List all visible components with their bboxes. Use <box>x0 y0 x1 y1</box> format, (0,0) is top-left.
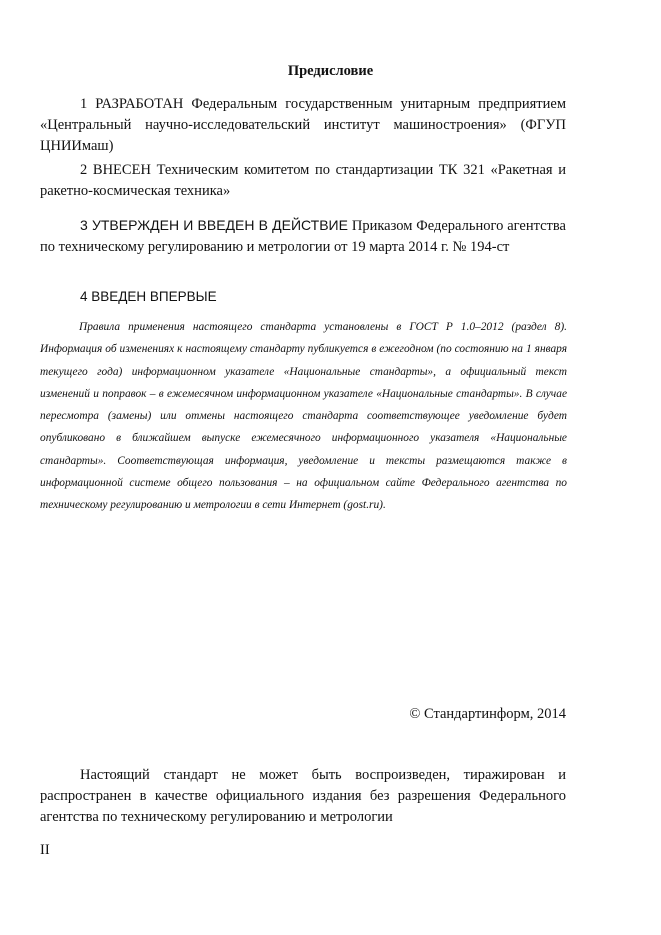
page-title: Предисловие <box>287 63 374 79</box>
application-rules-note: Правила применения настоящего стандарта установлены в ГОСТ Р 1.0–2012 (раздел 8). Информация об изменениях к настоящему стандарту публикуется в ежегодном (по состоянию на 1 января текущего года) информационном указателе «Национальные стандарты», а официальный текст изменений и поправок – в ежемесячном информационном указателе «Национальные стандарты». В случае пересмотра (замены) или отмены настоящего стандарта соответствующее уведомление будет опубликовано в ближайшем выпуске ежемесячного информационного указателя «Национальные стандарты». Соответствующая информация, уведомление и тексты размещаются также в информационной системе общего пользования – на официальном сайте Федерального агентства по техническому регулированию и метрологии в сети Интернет (gost.ru). <box>40 321 567 512</box>
reproduction-rights-notice: Настоящий стандарт не может быть воспроизведен, тиражирован и распространен в качестве официального издания без разрешения Федерального агентства по техническому регулированию и метрологии <box>40 767 566 825</box>
foreword-item-first-introduced: 4 ВВЕДЕН ВПЕРВЫЕ <box>80 289 217 304</box>
foreword-item-introduced: 2 ВНЕСЕН Техническим комитетом по стандартизации ТК 321 «Ракетная и ракетно-космическая техника» <box>40 162 566 199</box>
foreword-item-developed: 1 РАЗРАБОТАН Федеральным государственным унитарным предприятием «Центральный научно-исследовательский институт машиностроения» (ФГУП ЦНИИмаш) <box>40 96 566 154</box>
approved-heading: 3 УТВЕРЖДЕН И ВВЕДЕН В ДЕЙСТВИЕ <box>80 217 348 233</box>
page-number: II <box>40 842 50 858</box>
foreword-item-approved <box>40 215 566 258</box>
approved-text: Приказом Федерального агентства по техническому регулированию и метрологии от 19 марта 2014 г. № 194-ст <box>40 218 566 255</box>
copyright-notice: © Стандартинформ, 2014 <box>409 706 566 722</box>
